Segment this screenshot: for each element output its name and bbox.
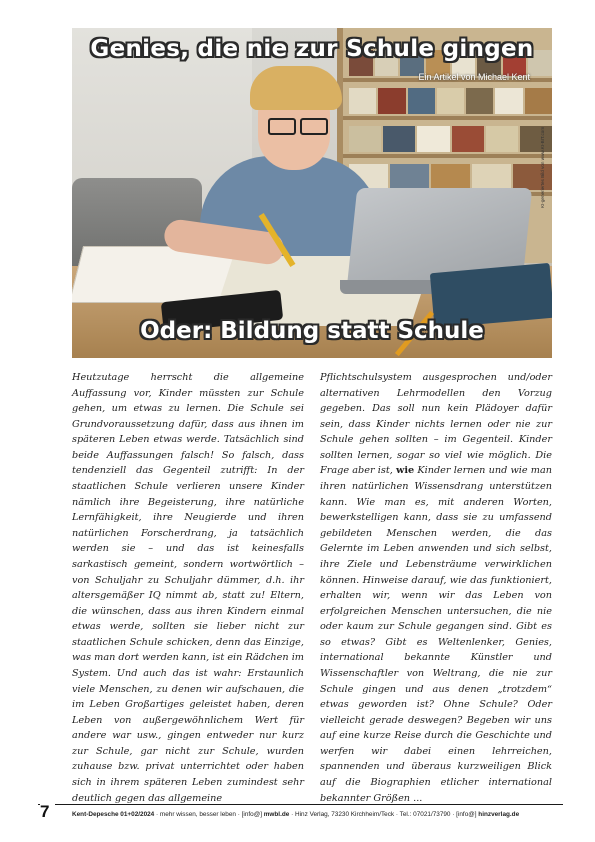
footer-link-mwbl[interactable]: mwbl.de xyxy=(263,811,290,818)
footer-divider xyxy=(38,804,563,805)
article-title: Genies, die nie zur Schule gingen xyxy=(90,36,534,62)
article-column-left: Heutzutage herrscht die allgemeine Auffassung vor, Kinder müssten zur Schule gehen, um etwas zu lernen. Die Schule sei Grundvoraussetzung dafür, dass aus ihnen im späteren Leben etwas werde. Tatsächlich sind beide Auffassungen falsch! So falsch, dass tendenziell das Gegenteil zutrifft: In der staatlichen Schule verlieren unsere Kinder nämlich ihre Begeisterung, ihre natürliche Lernfähigkeit, ihre Neugierde und ihren natürlichen Forscherdrang, ja tatsächlich werden sie – und das ist keinesfalls sarkastisch gemeint, sondern wortwörtlich – von Schuljahr zu Schuljahr dümmer, d.h. ihr altersgemäßer IQ nimmt ab, statt zu! Eltern, die wünschen, dass aus ihren Kindern einmal etwas werde, sollten sie lieber nicht zur staatlichen Schule schicken, denn das Einzige, was man dort werden kann, ist ein Rädchen im System. Und auch das ist wahr: Erstaunlich viele Menschen, zu denen wir aufschauen, die im Leben Großartiges geleistet haben, deren Leben von außergewöhnlichem Wert für andere war usw., gingen entweder nur kurz zur Schule, gar nicht zur Schule, wurden zuhause bzw. privat unterrichtet oder haben sich in ihrem späteren Leben zumindest sehr deutlich gegen das allgemeine xyxy=(72,372,304,804)
article-subtitle: Oder: Bildung statt Schule xyxy=(140,318,484,344)
student-hair xyxy=(250,66,342,110)
emphasis-word: wie xyxy=(396,465,415,477)
glasses xyxy=(266,118,330,132)
article-author: Ein Artikel von Michael Kent xyxy=(418,72,530,82)
publication-name: Kent-Depesche 01+02/2024 xyxy=(72,811,155,818)
footer-tagline: · mehr wissen, besser leben · [info@] xyxy=(154,811,264,818)
image-credit: KI-generiertes Bild von www.KI-BIT.com xyxy=(540,126,545,208)
page-number: 7 xyxy=(40,802,55,822)
hero-image xyxy=(72,28,552,358)
footer-line xyxy=(72,811,519,818)
footer-publisher: · Hinz Verlag, 73230 Kirchheim/Teck · Tel.: 07021/73790 · [info@] xyxy=(289,811,479,818)
column-text: Kinder lernen und wie man ihren natürlichen Wissensdrang unterstützen kann. Wie man es, mit anderen Worten, bewerkstelligen kann, dass sie zu umfassend gebildeten Menschen werden, die das Gelernte im Leben anwenden und sich selbst, ihre Ziele und Lebensträume verwirklichen können. Hinweise darauf, wie das funktioniert, erhalten wir, wenn wir das Leben von erfolgreichen Menschen untersuchen, die nie oder kaum zur Schule gegangen sind. Gibt es so etwas? Gibt es Weltenlenker, Genies, international bekannte Künstler und Wissenschaftler von Weltrang, die nie zur Schule gingen und aus denen „trotzdem“ etwas geworden ist? Ohne Schule? Oder vielleicht gerade deswegen? Begeben wir uns auf eine kurze Reise durch die Geschichte und werfen wir dabei einen lehrreichen, spannenden und überaus kurzweiligen Blick auf die Biographien etlicher international bekannter Größen ... xyxy=(320,465,552,804)
article-column-right xyxy=(320,370,552,806)
footer-link-hinzverlag[interactable]: hinzverlag.de xyxy=(478,811,520,818)
column-text: Pflichtschulsystem ausgesprochen und/oder alternativen Lehrmodellen den Vorzug gegeben. Das soll nun kein Plädoyer dafür sein, dass Kinder nichts lernen oder nie zur Schule gehen sollten – im Gegenteil. Kinder sollten lernen, sogar so viel wie möglich. Die Frage aber ist, xyxy=(320,372,552,477)
